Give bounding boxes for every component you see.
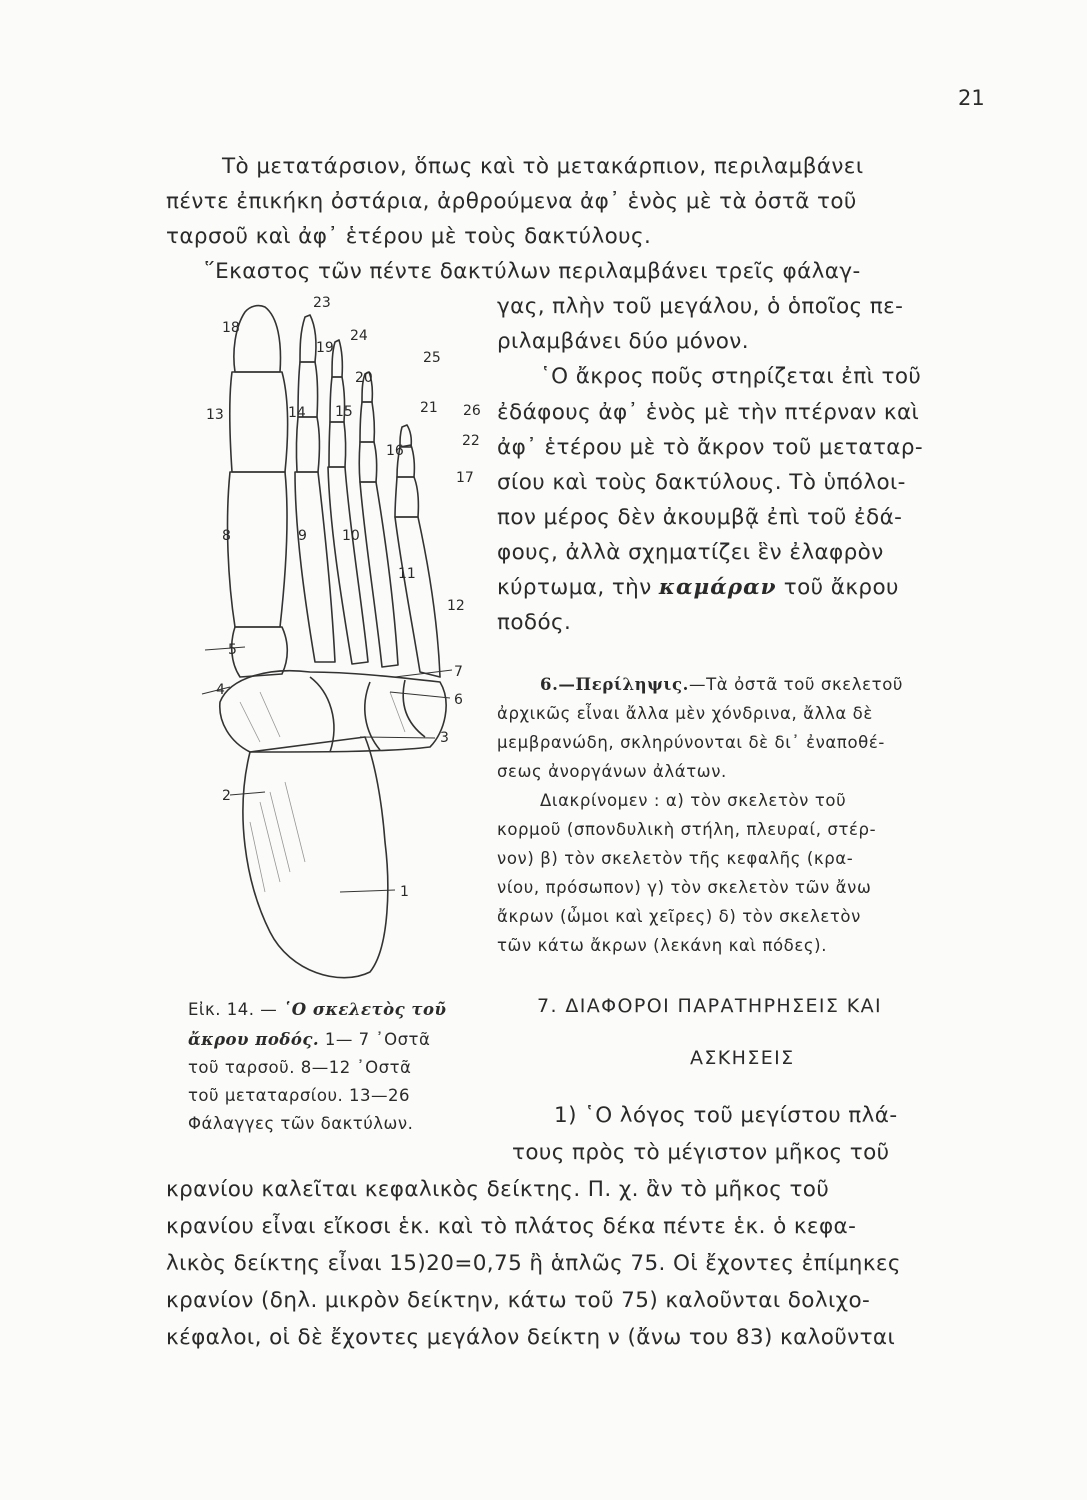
figure-caption-line	[188, 1030, 430, 1049]
label-5: 5	[228, 642, 237, 658]
foot-skeleton-figure	[190, 282, 490, 987]
section7-line: κρανίου καλεῖται κεφαλικὸς δείκτης. Π. χ. ἂν τὸ μῆκος τοῦ	[166, 1177, 830, 1202]
body-line: σίου καὶ τοὺς δακτύλους. Τὸ ὑπόλοι-	[497, 470, 906, 495]
label-21: 21	[420, 400, 438, 416]
body-line: ῾Ο ἄκρος ποῦς στηρίζεται ἐπὶ τοῦ	[540, 364, 922, 389]
label-25: 25	[423, 350, 441, 366]
label-3: 3	[440, 730, 449, 746]
figure-caption-line: τοῦ μεταταρσίου. 13—26	[188, 1086, 410, 1105]
caption-title: ἄκρου ποδός.	[188, 1030, 320, 1049]
section7-heading: 7. ΔΙΑΦΟΡΟΙ ΠΑΡΑΤΗΡΗΣΕΙΣ ΚΑΙ	[537, 995, 883, 1017]
section6-line: μεμβρανώδη, σκληρύνονται δὲ δι᾽ ἐναποθέ-	[497, 733, 885, 752]
label-2: 2	[222, 788, 231, 804]
label-7: 7	[454, 664, 463, 680]
figure-caption-line	[188, 1000, 446, 1019]
label-17: 17	[456, 470, 474, 486]
section6-line: σεως ἀνοργάνων ἀλάτων.	[497, 762, 727, 781]
label-23: 23	[313, 295, 331, 311]
kamara-after: τοῦ ἄκρου	[776, 575, 899, 600]
figure-caption-line: Φάλαγγες τῶν δακτύλων.	[188, 1114, 414, 1133]
kamara-emphasis: καμάραν	[658, 575, 777, 600]
section6-line: νίου, πρόσωπον) γ) τὸν σκελετὸν τῶν ἄνω	[497, 878, 872, 897]
body-line: φους, ἀλλὰ σχηματίζει ἓν ἐλαφρὸν	[497, 540, 884, 565]
section7-line: 1) ῾Ο λόγος τοῦ μεγίστου πλά-	[554, 1103, 898, 1128]
section7-heading: ΑΣΚΗΣΕΙΣ	[690, 1047, 795, 1069]
body-line: ριλαμβάνει δύο μόνον.	[497, 329, 749, 354]
caption-rest: 1— 7 ᾽Οστᾶ	[319, 1030, 431, 1049]
label-24: 24	[350, 328, 368, 344]
label-15: 15	[335, 404, 353, 420]
body-line: ποδός.	[497, 610, 572, 635]
section7-line: τους πρὸς τὸ μέγιστον μῆκος τοῦ	[512, 1140, 890, 1165]
body-line: ἐδάφους ἀφ᾽ ἑνὸς μὲ τὴν πτέρναν καὶ	[497, 400, 920, 425]
kamara-before: κύρτωμα, τὴν	[497, 575, 659, 600]
label-8: 8	[222, 528, 231, 544]
label-11: 11	[398, 566, 416, 582]
section6-line: ἀρχικῶς εἶναι ἄλλα μὲν χόνδρινα, ἄλλα δὲ	[497, 704, 873, 723]
section7-line: κέφαλοι, οἱ δὲ ἔχοντες μεγάλον δείκτη ν (ἄνω του 83) καλοῦνται	[166, 1325, 896, 1350]
foot-bones	[220, 306, 446, 978]
label-4: 4	[216, 682, 225, 698]
caption-title: ῾Ο σκελετὸς τοῦ	[282, 1000, 447, 1019]
intro-line: Τὸ μετατάρσιον, ὅπως καὶ τὸ μετακάρπιον, περιλαμβάνει	[222, 154, 864, 179]
section6-line: κορμοῦ (σπονδυλικὴ στήλη, πλευραί, στέρ-	[497, 820, 877, 839]
label-9: 9	[298, 528, 307, 544]
intro-line: ταρσοῦ καὶ ἀφ᾽ ἑτέρου μὲ τοὺς δακτύλους.	[166, 224, 652, 249]
section6-title-line	[540, 675, 903, 694]
section6-first-rest: —Τὰ ὀστᾶ τοῦ σκελετοῦ	[688, 675, 904, 694]
body-line: ἀφ᾽ ἑτέρου μὲ τὸ ἄκρον τοῦ μεταταρ-	[497, 435, 924, 460]
section6-title: 6.—Περίληψις.	[540, 675, 689, 694]
kamara-line	[497, 575, 899, 600]
intro-line: πέντε ἐπικήκη ὀστάρια, ἀρθρούμενα ἀφ᾽ ἑνὸς μὲ τὰ ὀστᾶ τοῦ	[166, 189, 857, 214]
label-12: 12	[447, 598, 465, 614]
section6-line: τῶν κάτω ἄκρων (λεκάνη καὶ πόδες).	[497, 936, 828, 955]
section6-line: Διακρίνομεν : α) τὸν σκελετὸν τοῦ	[540, 791, 847, 810]
body-line: γας, πλὴν τοῦ μεγάλου, ὁ ὁποῖος πε-	[497, 294, 904, 319]
section7-line: κρανίου εἶναι εἴκοσι ἑκ. καὶ τὸ πλάτος δέκα πέντε ἑκ. ὁ κεφα-	[166, 1214, 857, 1239]
section6-line: νον) β) τὸν σκελετὸν τῆς κεφαλῆς (κρα-	[497, 849, 854, 868]
body-line: πον μέρος δὲν ἀκουμβᾷ ἐπὶ τοῦ ἐδά-	[497, 505, 903, 530]
label-16: 16	[386, 443, 404, 459]
page-number: 21	[958, 86, 985, 110]
label-6: 6	[454, 692, 463, 708]
leader-lines	[202, 647, 452, 892]
figure-caption-line: τοῦ ταρσοῦ. 8—12 ᾽Οστᾶ	[188, 1058, 412, 1077]
label-26: 26	[463, 403, 481, 419]
label-18: 18	[222, 320, 240, 336]
section6-line: ἄκρων (ὦμοι καὶ χεῖρες) δ) τὸν σκελετὸν	[497, 907, 861, 926]
intro-line: ῞Εκαστος τῶν πέντε δακτύλων περιλαμβάνει τρεῖς φάλαγ-	[204, 259, 861, 284]
label-19: 19	[316, 340, 334, 356]
label-20: 20	[355, 370, 373, 386]
label-1: 1	[400, 884, 409, 900]
section7-line: κρανίον (δηλ. μικρὸν δείκτην, κάτω τοῦ 75) καλοῦνται δολιχο-	[166, 1288, 871, 1313]
label-10: 10	[342, 528, 360, 544]
label-13: 13	[206, 407, 224, 423]
label-14: 14	[288, 405, 306, 421]
label-22: 22	[462, 433, 480, 449]
caption-prefix: Εἰκ. 14. —	[188, 1000, 283, 1019]
section7-line: λικὸς δείκτης εἶναι 15)20=0,75 ἢ ἁπλῶς 75. Οἱ ἔχοντες ἐπίμηκες	[166, 1251, 901, 1276]
